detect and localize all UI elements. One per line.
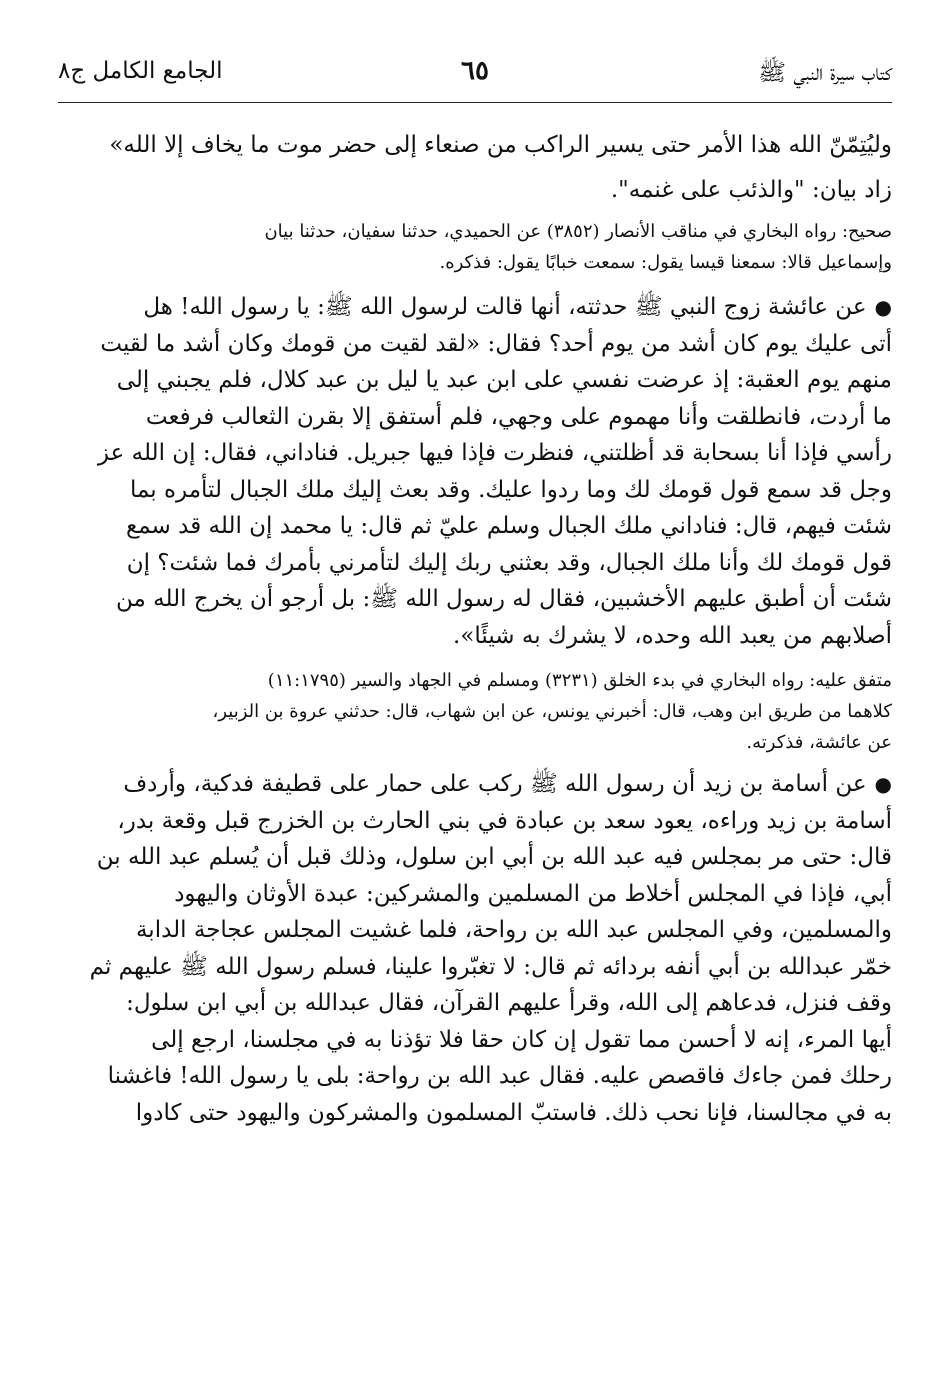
text-line: شئت فيهم، قال: فناداني ملك الجبال وسلم عليّ ثم قال: يا محمد إن الله قد سمع — [126, 513, 892, 539]
text-line: رحلك فمن جاءك فاقصص عليه. فقال عبد الله بن رواحة: بلى يا رسول الله! فاغشنا — [107, 1063, 892, 1089]
text-line: رأسي فإذا أنا بسحابة قد أظلتني، فنظرت فإذا فيها جبريل. فناداني، فقال: إن الله عز — [97, 440, 892, 466]
note-line: كلاهما من طريق ابن وهب، قال: أخبرني يونس، عن ابن شهاب، قال: حدثني عروة بن الزبير، — [212, 701, 892, 722]
bullet-icon: ● — [874, 772, 892, 796]
text-block — [58, 127, 892, 208]
note-line: صحيح: رواه البخاري في مناقب الأنصار (٣٨٥٢) عن الحميدي، حدثنا سفيان، حدثنا بيان — [264, 221, 892, 242]
text-line: والمسلمين، وفي المجلس عبد الله بن رواحة، فلما غشيت المجلس عجاجة الدابة — [135, 917, 892, 943]
text-line-content: عن عائشة زوج النبي ﷺ حدثته، أنها قالت لرسول الله ﷺ: يا رسول الله! هل — [143, 294, 867, 320]
text-line: به في مجالسنا، فإنا نحب ذلك. فاستبّ المسلمون والمشركون واليهود حتى كادوا — [135, 1099, 892, 1126]
page-body — [58, 127, 892, 1131]
text-line: قال: حتى مر بمجلس فيه عبد الله بن أبي ابن سلول، وذلك قبل أن يُسلم عبد الله بن — [96, 844, 892, 870]
note-line: متفق عليه: رواه البخاري في بدء الخلق (٣٢٣١) ومسلم في الجهاد والسير (١١:١٧٩٥) — [267, 670, 892, 691]
hadith-block — [58, 766, 892, 1131]
text-line: منهم يوم العقبة: إذ عرضت نفسي على ابن عبد يا ليل بن عبد كلال، فلم يجبني إلى — [116, 367, 892, 393]
text-line: وليُتِمّنّ الله هذا الأمر حتى يسير الراكب من صنعاء إلى حضر موت ما يخاف إلا الله» — [109, 132, 892, 158]
text-line: أيها المرء، إنه لا أحسن مما تقول إن كان حقا فلا تؤذنا به في مجلسنا، ارجع إلى — [151, 1026, 892, 1053]
text-line: ما أردت، فانطلقت وأنا مهموم على وجهي، فلم أستفق إلا بقرن الثعالب فرفعت — [145, 403, 892, 430]
bullet-icon: ● — [874, 295, 892, 319]
text-line: زاد بيان: "والذئب على غنمه". — [610, 176, 892, 203]
book-page — [58, 0, 892, 1380]
text-line: شئت أن أطبق عليهم الأخشبين، فقال له رسول الله ﷺ: بل أرجو أن يخرج الله من — [116, 586, 892, 612]
text-line: أصلابهم من يعبد الله وحده، لا يشرك به شيئًا». — [453, 622, 892, 649]
takhrij-note — [58, 665, 892, 758]
text-line-content: عن أسامة بن زيد أن رسول الله ﷺ ركب على حمار على قطيفة فدكية، وأردف — [123, 771, 867, 797]
book-title: كتاب سيرة النبي ﷺ — [758, 60, 892, 86]
note-line: وإسماعيل قالا: سمعنا قيسا يقول: سمعت خبابًا يقول: فذكره. — [439, 252, 892, 273]
text-line: قول قومك لك وأنا ملك الجبال، وقد بعثني ربك إليك لتأمرني بأمرك فما شئت؟ إن — [126, 549, 892, 576]
text-line: وجل قد سمع قول قومك لك وما ردوا عليك. وقد بعث إليك ملك الجبال لتأمره بما — [129, 476, 892, 503]
note-line: عن عائشة، فذكرته. — [746, 732, 892, 753]
takhrij-note — [58, 216, 892, 278]
text-line: أتى عليك يوم كان أشد من يوم أحد؟ فقال: «لقد لقيت من قومك وكان أشد ما لقيت — [100, 330, 892, 357]
page-number: ٦٥ — [461, 56, 489, 86]
header-rule — [58, 102, 892, 103]
hadith-block — [58, 289, 892, 654]
text-line: خمّر عبدالله بن أبي أنفه بردائه ثم قال: لا تغبّروا علينا، فسلم رسول الله ﷺ عليهم ثم — [89, 953, 892, 980]
text-line — [58, 289, 892, 326]
volume-title: الجامع الكامل ج٨ — [58, 58, 223, 84]
text-line: وقف فنزل، فدعاهم إلى الله، وقرأ عليهم القرآن، فقال عبدالله بن أبي ابن سلول: — [126, 990, 892, 1016]
text-line: أسامة بن زيد وراءه، يعود سعد بن عبادة في بني الحارث بن الخزرج قبل وقعة بدر، — [117, 807, 892, 834]
text-line — [58, 766, 892, 803]
text-line: أبي، فإذا في المجلس أخلاط من المسلمين والمشركين: عبدة الأوثان واليهود — [174, 880, 892, 907]
running-header — [58, 58, 892, 98]
